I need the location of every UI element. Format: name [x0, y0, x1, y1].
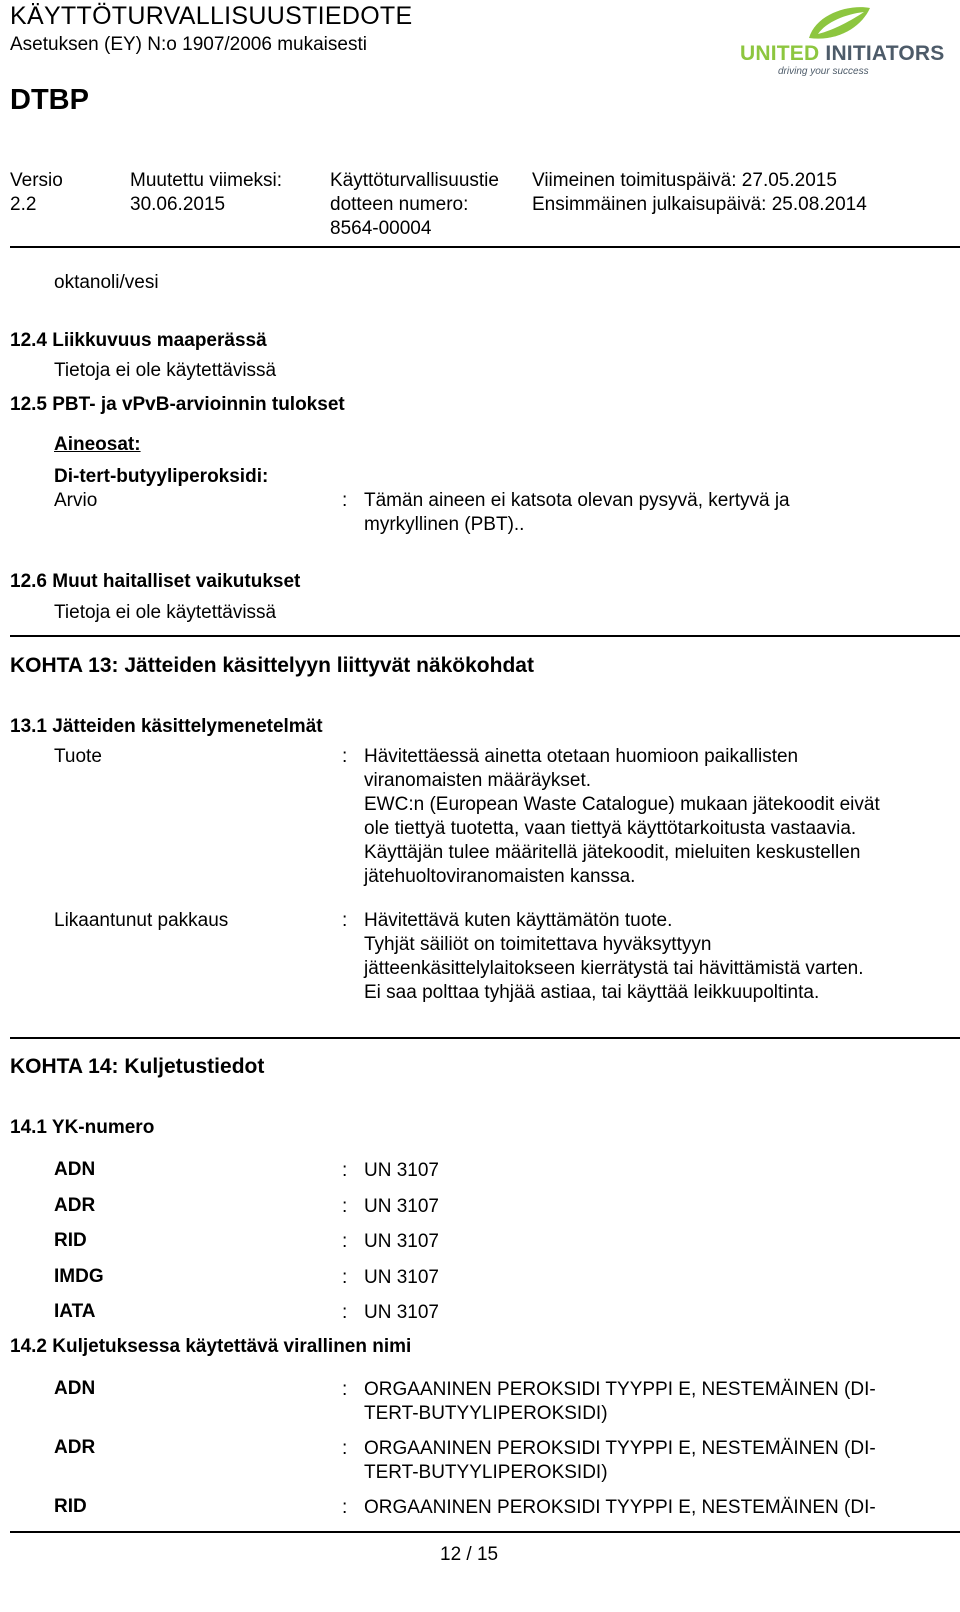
text-line: ORGAANINEN PEROKSIDI TYYPPI E, NESTEMÄINEN (DI-	[364, 1438, 876, 1459]
text-line: Hävitettäessä ainetta otetaan huomioon paikallisten	[364, 746, 799, 767]
un-row-colon: :	[342, 1267, 348, 1288]
un-row-colon: :	[342, 1160, 348, 1181]
sds-number-label: Käyttöturvallisuustie	[330, 170, 499, 191]
text-line: viranomaisten määräykset.	[364, 770, 592, 791]
section-13-heading: KOHTA 13: Jätteiden käsittelyyn liittyvät näkökohdat	[10, 654, 534, 677]
footer-divider	[10, 1531, 960, 1533]
leaf-icon	[804, 4, 874, 44]
shipping-row-label: ADR	[54, 1437, 96, 1458]
un-row-value: UN 3107	[364, 1196, 439, 1217]
first-issue-date: Ensimmäinen julkaisupäivä: 25.08.2014	[532, 194, 867, 215]
section-14-1-title: 14.1 YK-numero	[10, 1117, 155, 1138]
text-line: Hävitettävä kuten käyttämätön tuote.	[364, 910, 673, 931]
section-13-1-title: 13.1 Jätteiden käsittelymenetelmät	[10, 716, 323, 737]
page-number: 12 / 15	[440, 1544, 499, 1565]
product-name: DTBP	[10, 84, 89, 116]
shipping-row-value	[364, 1496, 876, 1520]
un-row-value: UN 3107	[364, 1302, 439, 1323]
packaging-label: Likaantunut pakkaus	[54, 910, 229, 931]
un-row-colon: :	[342, 1231, 348, 1252]
version-label: Versio	[10, 170, 63, 191]
text-line: ORGAANINEN PEROKSIDI TYYPPI E, NESTEMÄINEN (DI-	[364, 1497, 876, 1518]
regulation-text: Asetuksen (EY) N:o 1907/2006 mukaisesti	[10, 34, 367, 55]
header-divider	[10, 246, 960, 248]
text-line: Ei saa polttaa tyhjää astiaa, tai käyttää leikkuupoltinta.	[364, 982, 820, 1003]
shipping-row-colon: :	[342, 1497, 348, 1518]
components-heading: Aineosat:	[54, 434, 141, 455]
shipping-row-label: ADN	[54, 1378, 96, 1399]
text-line: TERT-BUTYYLIPEROKSIDI)	[364, 1462, 608, 1483]
un-row-label: ADR	[54, 1195, 96, 1216]
text-line: Käyttäjän tulee määritellä jätekoodit, mieluiten keskustellen	[364, 842, 861, 863]
un-row-value: UN 3107	[364, 1231, 439, 1252]
logo-name: UNITED INITIATORS	[740, 42, 945, 65]
un-row-label: ADN	[54, 1159, 96, 1180]
last-issue-date: Viimeinen toimituspäivä: 27.05.2015	[532, 170, 837, 191]
product-disposal-colon: :	[342, 746, 348, 767]
shipping-row-colon: :	[342, 1438, 348, 1459]
un-row-colon: :	[342, 1302, 348, 1323]
logo-tagline: driving your success	[778, 66, 869, 77]
section-12-4-title: 12.4 Liikkuvuus maaperässä	[10, 330, 267, 351]
section-12-6-text: Tietoja ei ole käytettävissä	[54, 602, 277, 623]
shipping-row-value	[364, 1378, 876, 1426]
assessment-text-line1: Tämän aineen ei katsota olevan pysyvä, kertyvä ja	[364, 490, 790, 511]
document-title: KÄYTTÖTURVALLISUUSTIEDOTE	[10, 2, 413, 30]
un-row-value: UN 3107	[364, 1160, 439, 1181]
text-line: TERT-BUTYYLIPEROKSIDI)	[364, 1403, 608, 1424]
page-footer	[0, 1530, 960, 1612]
assessment-label: Arvio	[54, 490, 98, 511]
un-row-label: RID	[54, 1230, 87, 1251]
un-row-colon: :	[342, 1196, 348, 1217]
company-logo	[740, 4, 945, 77]
partition-coefficient-label: oktanoli/vesi	[54, 272, 159, 293]
shipping-row-label: RID	[54, 1496, 87, 1517]
un-row-value: UN 3107	[364, 1267, 439, 1288]
sds-number-value: 8564-00004	[330, 218, 432, 239]
text-line: jätteenkäsittelylaitokseen kierrätystä tai hävittämistä varten.	[364, 958, 864, 979]
shipping-row-value	[364, 1437, 876, 1485]
un-row-label: IATA	[54, 1301, 96, 1322]
product-disposal-label: Tuote	[54, 746, 102, 767]
version-value: 2.2	[10, 194, 37, 215]
sds-number-label-2: dotteen numero:	[330, 194, 469, 215]
section-12-5-title: 12.5 PBT- ja vPvB-arvioinnin tulokset	[10, 394, 345, 415]
assessment-text-line2: myrkyllinen (PBT)..	[364, 514, 525, 535]
section-13-divider	[10, 635, 960, 637]
product-disposal-text	[364, 745, 880, 889]
text-line: jätehuoltoviranomaisten kanssa.	[364, 866, 636, 887]
section-14-heading: KOHTA 14: Kuljetustiedot	[10, 1055, 265, 1078]
un-row-label: IMDG	[54, 1266, 104, 1287]
text-line: ORGAANINEN PEROKSIDI TYYPPI E, NESTEMÄINEN (DI-	[364, 1379, 876, 1400]
packaging-text	[364, 909, 864, 1005]
section-12-4-text: Tietoja ei ole käytettävissä	[54, 360, 277, 381]
section-14-divider	[10, 1037, 960, 1039]
text-line: ole tiettyä tuotetta, vaan tiettyä käyttötarkoitusta vastaavia.	[364, 818, 857, 839]
modified-label: Muutettu viimeksi:	[130, 170, 283, 191]
section-14-2-title: 14.2 Kuljetuksessa käytettävä virallinen nimi	[10, 1336, 412, 1357]
shipping-row-colon: :	[342, 1379, 348, 1400]
modified-value: 30.06.2015	[130, 194, 226, 215]
text-line: Tyhjät säiliöt on toimitettava hyväksyttyyn	[364, 934, 712, 955]
packaging-colon: :	[342, 910, 348, 931]
text-line: EWC:n (European Waste Catalogue) mukaan jätekoodit eivät	[364, 794, 880, 815]
component-name: Di-tert-butyyliperoksidi:	[54, 466, 269, 487]
assessment-colon: :	[342, 490, 348, 511]
section-12-6-title: 12.6 Muut haitalliset vaikutukset	[10, 571, 301, 592]
